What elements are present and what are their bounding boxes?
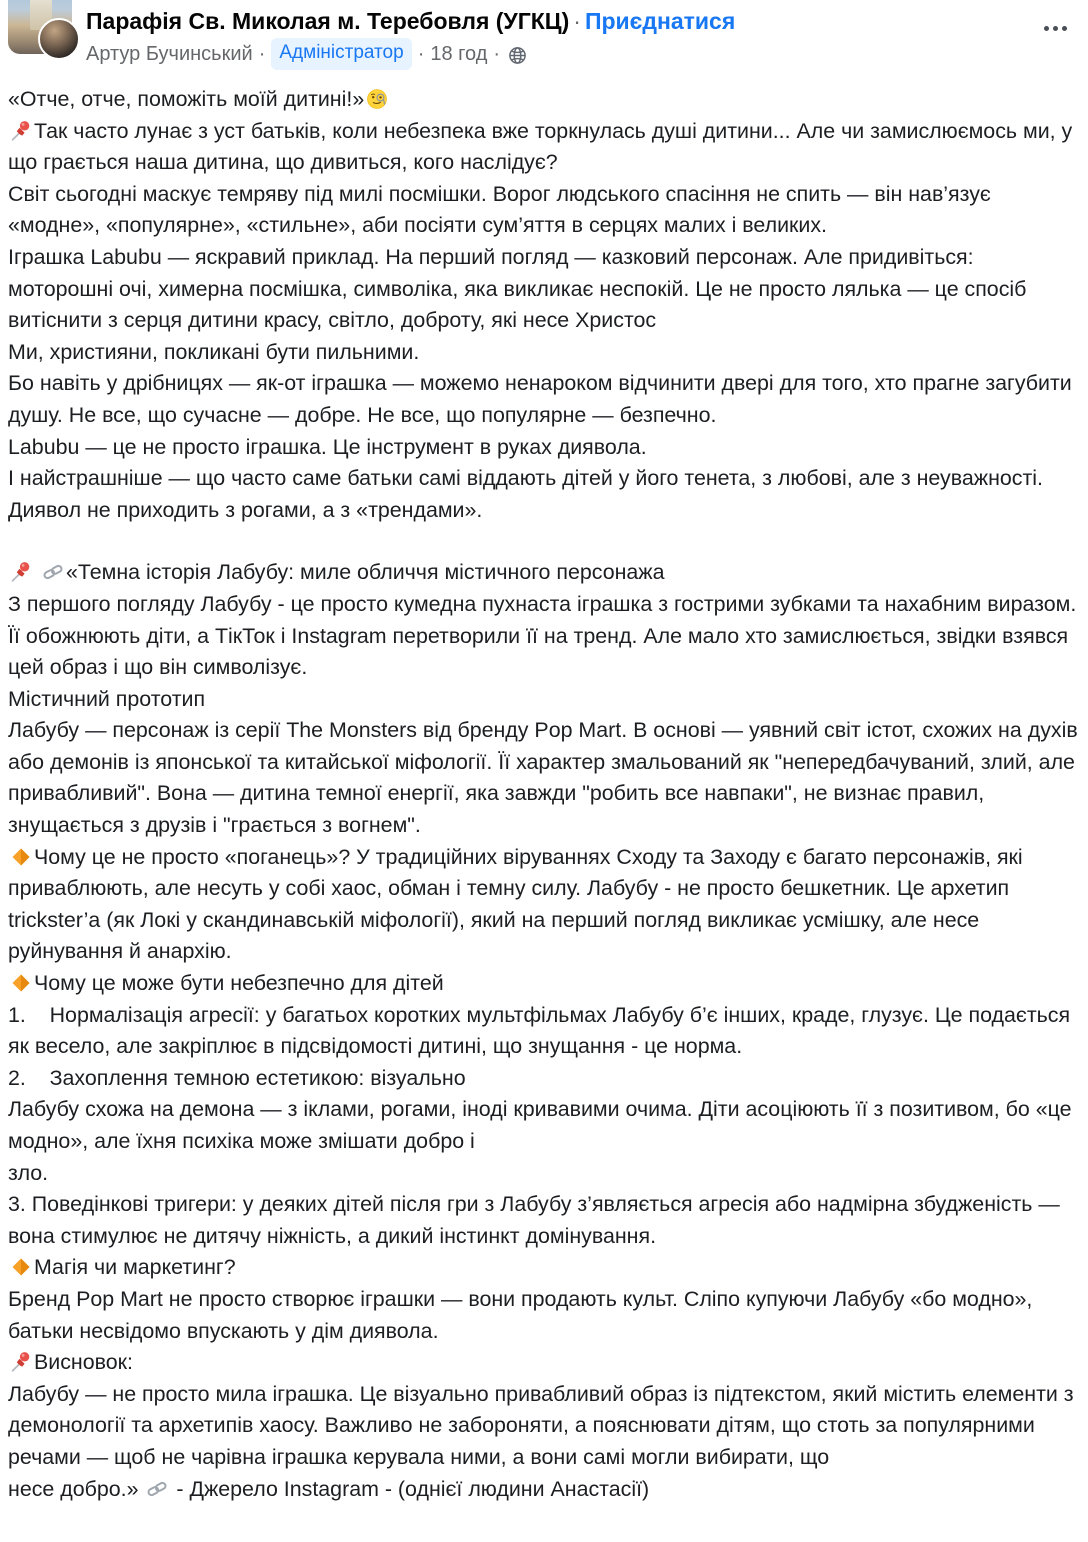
author-name[interactable]: Артур Бучинський: [86, 43, 253, 65]
link-icon: [146, 1478, 168, 1500]
avatar[interactable]: [8, 0, 84, 66]
post-paragraph: Магія чи маркетинг?: [8, 1252, 1080, 1284]
page-name[interactable]: Парафія Св. Миколая м. Теребовля (УГКЦ): [86, 8, 570, 34]
post-paragraph: З першого погляду Лабубу - це просто кумедна пухнаста іграшка з гострими зубками та нахабним виразом. Її обожнюють діти, а ТікТок і Instagram перетворили її на тренд. Але мало хто замислюється, звідки взявся цей образ і що він символізує.: [8, 591, 1083, 680]
post-paragraph: Чому це не просто «поганець»? У традиційних віруваннях Сходу та Заходу є багато персонажів, які приваблюють, але несуть у собі хаос, обман і темну силу. Лабубу - не просто бешкетник. Це архетип trickster’а (як Локі у скандинавській міфології), який на перший погляд викликає усмішку, але несе руйнування й анархію.: [8, 844, 1029, 964]
post-paragraph: 2. Захоплення темною естетикою: візуально: [8, 1065, 466, 1090]
header-meta-row: [86, 38, 527, 70]
separator-dot: ·: [493, 43, 501, 65]
post-paragraph: зло.: [8, 1160, 49, 1185]
post-text: [0, 74, 1088, 1505]
post-paragraph: Ми, християни, покликані бути пильними.: [8, 339, 420, 364]
post-paragraph: Світ сьогодні маскує темряву під милі посмішки. Ворог людського спасіння не спить — він нав’язує «модне», «популярне», «стильне», аби посіяти сум’яття в серцях малих і великих.: [8, 181, 997, 238]
post-paragraph: Чому це може бути небезпечно для дітей: [8, 968, 1080, 1000]
diamond-icon: [10, 1256, 32, 1278]
post-paragraph: Бо навіть у дрібницях — як-от іграшка — можемо ненароком відчинити двері для того, хто прагне загубити душу. Не все, що сучасне — добре. Не все, що популярне — безпечно.: [8, 371, 1078, 427]
header-name-row: [86, 6, 735, 36]
post-paragraph: Лабубу — не просто мила іграшка. Це візуально привабливий образ із підтекстом, який містить елементи з демонології та архетипів хаосу. Важливо не забороняти, а пояснювати дітям, що стоть за популярними речами — щоб не чарівна іграшка керувала ними, а вони самі могли вибирати, що: [8, 1381, 1080, 1469]
join-link[interactable]: Приєднатися: [584, 8, 736, 34]
post-header: [0, 0, 1088, 74]
post-paragraph: Містичний прототип: [8, 686, 206, 711]
author-avatar: [38, 18, 80, 60]
diamond-icon: [10, 972, 32, 994]
separator-dot: ·: [573, 8, 581, 34]
post-paragraph: «Темна історія Лабубу: миле обличчя містичного персонажа: [8, 557, 1080, 589]
pushpin-icon: [10, 1351, 32, 1373]
pushpin-icon: [10, 561, 32, 583]
post-paragraph: Іграшка Labubu — яскравий приклад. На перший погляд — казковий персонаж. Але придивіться: моторошні очі, химерна посмішка, символіка, яка викликає неспокій. Це не просто лялька — це спосіб витіснити з серця дитини красу, світло, доброту, які несе Христос: [8, 244, 1033, 333]
timestamp[interactable]: 18 год: [430, 43, 488, 65]
post-options-button[interactable]: [1038, 16, 1072, 40]
post-paragraph: 1. Нормалізація агресії: у багатьох коротких мультфільмах Лабубу б’є інших, краде, глузує. Це подається як весело, але закріплює в підсвідомості дитині, що знущання - це норма.: [8, 1002, 1076, 1059]
globe-icon: [508, 45, 527, 64]
separator-dot: ·: [417, 43, 425, 65]
post-paragraph: Labubu — це не просто іграшка. Це інструмент в руках диявола.: [8, 434, 647, 459]
post-paragraph: Висновок:: [8, 1347, 1080, 1379]
post-paragraph: 3. Поведінкові тригери: у деяких дітей після гри з Лабубу з’являється агресія або надмірна збудженість — вона стимулює не дитячу ніжність, а дикий інстинкт домінування.: [8, 1192, 1066, 1248]
post-paragraph: Бренд Pop Mart не просто створює іграшки — вони продають культ. Сліпо купуючи Лабубу «бо модно», батьки несвідомо впускають у дім диявола.: [8, 1286, 1039, 1343]
separator-dot: ·: [258, 43, 266, 65]
link-icon: [42, 561, 64, 583]
monocle-face-icon: [366, 88, 388, 110]
post-paragraph: несе добро.» - Джерело Instagram - (однієї людини Анастасії): [8, 1476, 650, 1501]
post-paragraph: І найстрашніше — що часто саме батьки самі віддають дітей у його тенета, з любові, але з неуважності. Диявол не приходить з рогами, а з «трендами».: [8, 466, 1049, 522]
diamond-icon: [10, 846, 32, 868]
pushpin-icon: [10, 120, 32, 142]
post-paragraph: Лабубу схожа на демона — з іклами, рогами, іноді кривавими очима. Діти асоціюють її з позитивом, бо «це модно», але їхня психіка може змішати добро і: [8, 1097, 1078, 1153]
post-paragraph: Так часто лунає з уст батьків, коли небезпека вже торкнулась душі дитини... Але чи замислюємось ми, у що грається наша дитина, що дивиться, кого наслідує?: [8, 118, 1079, 175]
admin-badge: Адміністратор: [271, 38, 411, 70]
post-paragraph: «Отче, отче, поможіть моїй дитині!»: [8, 84, 1080, 116]
post-paragraph: Лабубу — персонаж із серії The Monsters від бренду Pop Mart. В основі — уявний світ істот, схожих на духів або демонів із японської та китайської міфології. Її характер змальований як "непередбачуваний, злий, але привабливий". Вона — дитина темної енергії, яка завжди "робить все навпаки", не визнає правил, знущається з друзів і "грається з вогнем".: [8, 718, 1084, 838]
